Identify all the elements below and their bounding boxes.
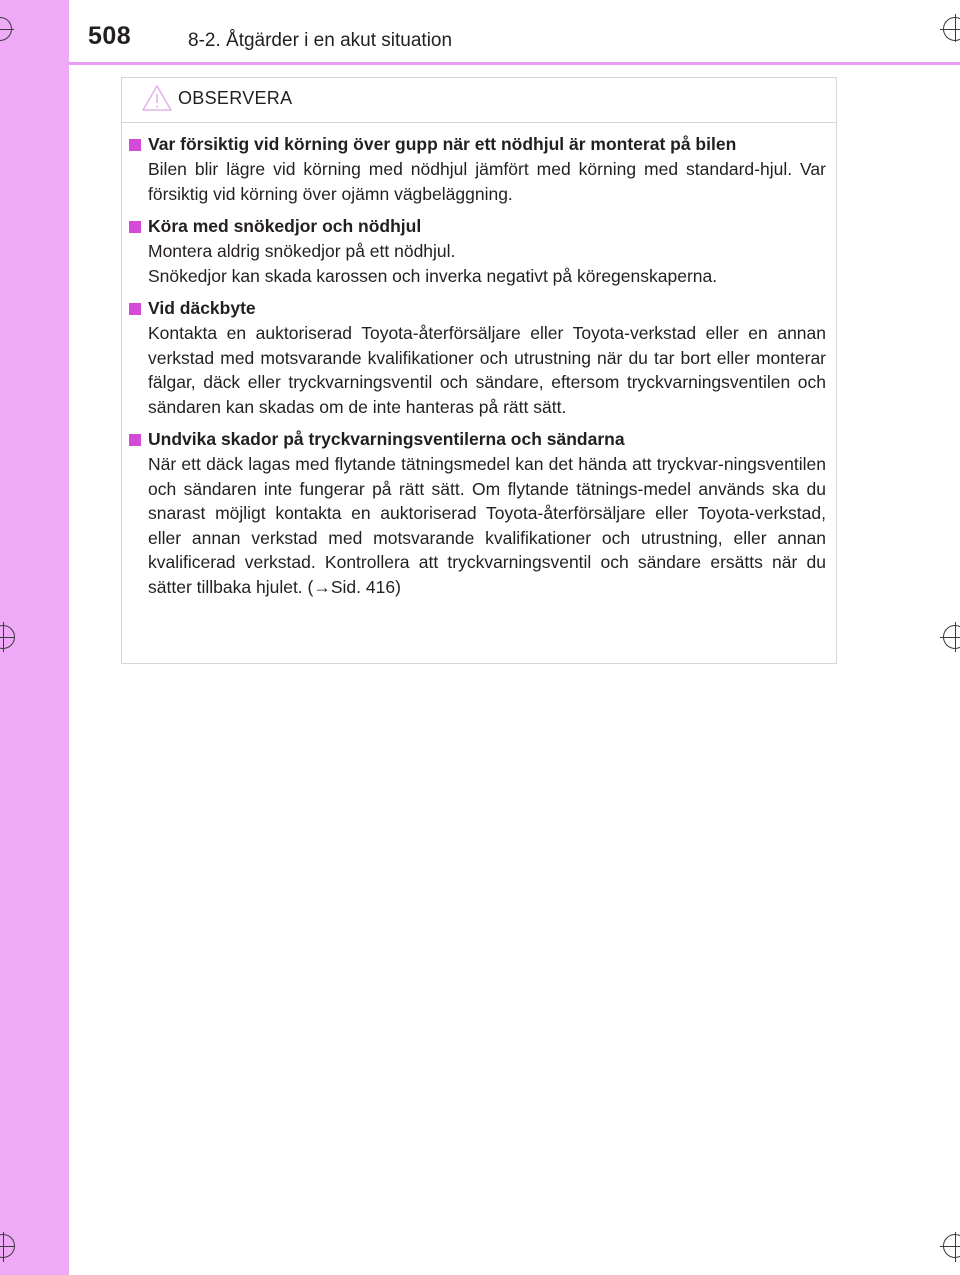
warning-triangle-icon — [141, 84, 173, 112]
item-paragraph: Montera aldrig snökedjor på ett nödhjul. — [148, 241, 456, 261]
item-heading: Undvika skador på tryckvarningsventilerna och sändarna — [122, 427, 836, 452]
item-paragraph: Bilen blir lägre vid körning med nödhjul jämfört med körning med standard-hjul. Var försiktig vid körning över ojämn vägbeläggning. — [148, 159, 826, 204]
notice-item — [122, 427, 836, 599]
item-heading: Vid däckbyte — [122, 296, 836, 321]
notice-content — [122, 132, 836, 607]
item-heading: Köra med snökedjor och nödhjul — [122, 214, 836, 239]
header-rule — [69, 62, 960, 65]
item-body — [122, 452, 836, 599]
notice-item — [122, 214, 836, 288]
notice-item — [122, 132, 836, 206]
item-heading: Var försiktig vid körning över gupp när ett nödhjul är monterat på bilen — [122, 132, 836, 157]
item-paragraph: Kontakta en auktoriserad Toyota-återförsäljare eller Toyota-verkstad eller en annan verkstad med motsvarande kvalifikationer och utrustning när du tar bort eller monterar fälgar, däck eller tryckvarningsventil och sändare, eftersom tryckvarningsventilen och sändaren kan skadas om de inte hanteras på rätt sätt. — [148, 323, 826, 417]
item-body — [122, 239, 836, 288]
item-paragraph: När ett däck lagas med flytande tätningsmedel kan det hända att tryckvar-ningsventilen och sändaren inte fungerar på rätt sätt. Om flytande tätnings-medel används ska du snarast möjligt kontakta en auktoriserad Toyota-återförsäljare eller Toyota-verkstad, eller annan verkstad med motsvarande kvalifikationer och utrustning, eller annan kvalificerad verkstad. Kontrollera att tryckvarningsventil och sändare ersätts när du sätter tillbaka hjulet. (→Sid. 416) — [148, 454, 826, 597]
item-body — [122, 157, 836, 206]
notice-header — [122, 78, 836, 123]
square-bullet-icon — [129, 434, 141, 446]
square-bullet-icon — [129, 303, 141, 315]
notice-title: OBSERVERA — [178, 88, 293, 108]
square-bullet-icon — [129, 139, 141, 151]
square-bullet-icon — [129, 221, 141, 233]
item-body — [122, 321, 836, 419]
item-paragraph: Snökedjor kan skada karossen och inverka negativt på köregenskaperna. — [148, 265, 718, 286]
section-title: 8-2. Åtgärder i en akut situation — [188, 30, 453, 51]
notice-box — [121, 77, 837, 664]
notice-item — [122, 296, 836, 419]
page-number: 508 — [88, 22, 132, 50]
